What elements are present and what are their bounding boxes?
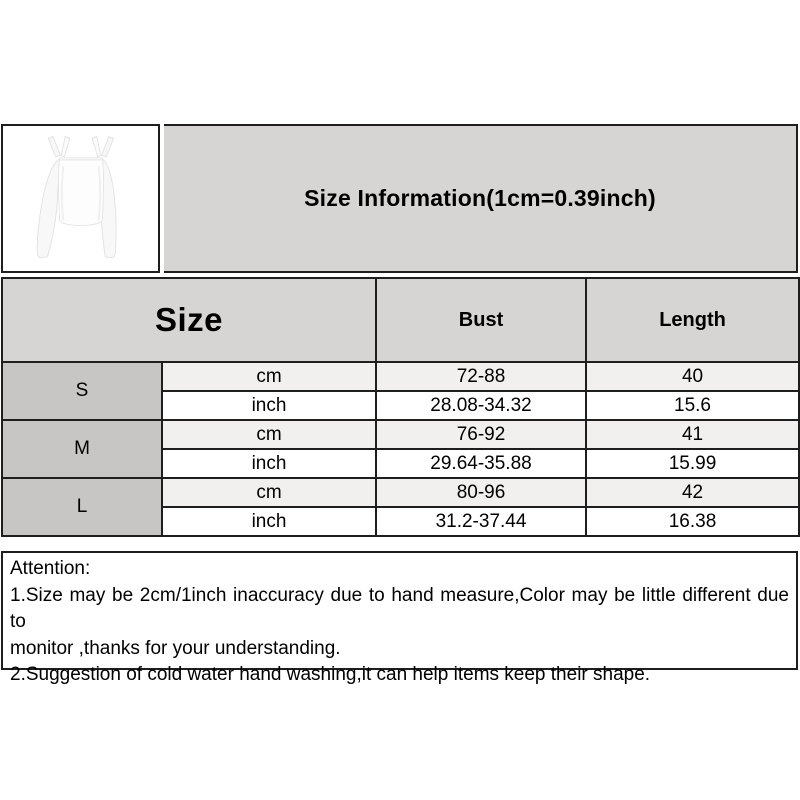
column-header-size: Size [2, 278, 376, 362]
unit-label-inch: inch [162, 449, 376, 478]
product-photo-cell [1, 124, 160, 273]
column-header-bust: Bust [376, 278, 586, 362]
unit-label-inch: inch [162, 507, 376, 536]
table-row-l-cm [2, 478, 799, 507]
unit-label-cm: cm [162, 362, 376, 391]
cell-l-inch-length: 16.38 [586, 507, 799, 536]
cell-l-cm-bust: 80-96 [376, 478, 586, 507]
size-label-m: M [2, 420, 162, 478]
table-header-row [2, 278, 799, 362]
unit-label-cm: cm [162, 478, 376, 507]
column-header-length: Length [586, 278, 799, 362]
size-label-s: S [2, 362, 162, 420]
size-table [1, 277, 800, 537]
size-label-l: L [2, 478, 162, 536]
unit-label-inch: inch [162, 391, 376, 420]
attention-line-3: 2.Suggestion of cold water hand washing,it can help items keep their shape. [10, 664, 651, 685]
cell-m-cm-bust: 76-92 [376, 420, 586, 449]
table-row-s-cm [2, 362, 799, 391]
table-row-m-cm [2, 420, 799, 449]
attention-box [1, 551, 798, 685]
attention-line-1: 1.Size may be 2cm/1inch inaccuracy due to hand measure,Color may be little different due to [10, 584, 789, 632]
cell-s-inch-bust: 28.08-34.32 [376, 391, 586, 420]
product-photo [11, 129, 151, 269]
size-info-title: Size Information(1cm=0.39inch) [164, 124, 798, 273]
cell-m-inch-bust: 29.64-35.88 [376, 449, 586, 478]
cell-m-inch-length: 15.99 [586, 449, 799, 478]
attention-line-2: monitor ,thanks for your understanding. [10, 637, 341, 659]
cell-l-inch-bust: 31.2-37.44 [376, 507, 586, 536]
attention-heading: Attention: [10, 558, 91, 579]
cell-s-cm-length: 40 [586, 362, 799, 391]
cell-l-cm-length: 42 [586, 478, 799, 507]
cell-m-cm-length: 41 [586, 420, 799, 449]
cell-s-cm-bust: 72-88 [376, 362, 586, 391]
cell-s-inch-length: 15.6 [586, 391, 799, 420]
top-band [1, 124, 798, 273]
unit-label-cm: cm [162, 420, 376, 449]
